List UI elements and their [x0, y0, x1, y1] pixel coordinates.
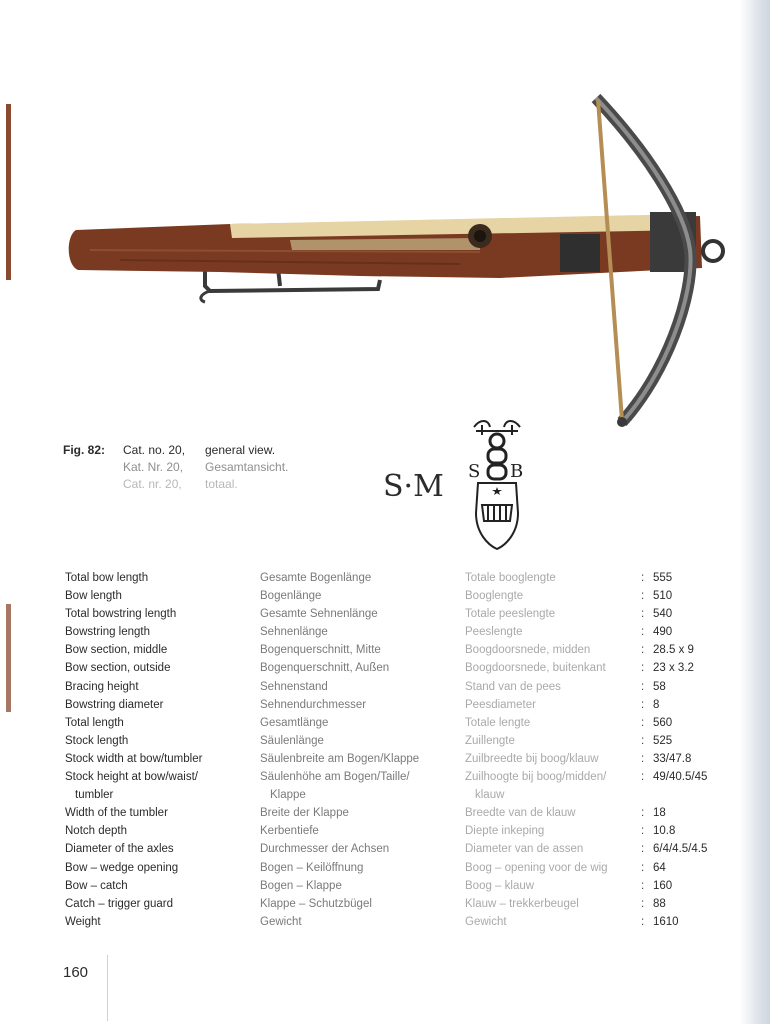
spec-value-text: 540: [653, 608, 673, 621]
spec-label-de-text: Säulenbreite am Bogen/Klappe: [260, 752, 420, 765]
spec-row: [65, 822, 723, 840]
spec-value-text: 23 x 3.2: [653, 662, 694, 675]
spec-value: [653, 913, 723, 931]
spec-value: [653, 732, 723, 750]
spec-label-de-text: Gesamte Sehnenlänge: [260, 608, 378, 621]
spec-value: [653, 569, 723, 587]
spec-label-de-text: Kerbentiefe: [260, 825, 319, 838]
spec-label-en-text: Stock length: [65, 734, 129, 747]
spec-label-en-text: Bowstring diameter: [65, 698, 164, 711]
spec-label-de-text: Bogen – Klappe: [260, 879, 342, 892]
spec-label-en-text: Total length: [65, 716, 124, 729]
spec-value: [653, 678, 723, 696]
spec-value: [653, 714, 723, 732]
spec-label-de: [260, 732, 465, 750]
spec-label-de: [260, 714, 465, 732]
spec-label-en: [65, 877, 260, 895]
spec-label-en-text-continued: tumbler: [75, 789, 114, 802]
spec-label-nl-text: Zuilhoogte bij boog/midden/: [465, 771, 607, 784]
spec-separator: :: [641, 771, 645, 784]
spec-label-en-text: Catch – trigger guard: [65, 897, 174, 910]
page-divider: [107, 955, 108, 1021]
spec-label-nl: [465, 768, 641, 804]
spec-label-en-text: Notch depth: [65, 825, 128, 838]
spec-label-de: [260, 641, 465, 659]
spec-label-nl-text: Zuillengte: [465, 734, 515, 747]
spec-label-en-text: Total bowstring length: [65, 608, 177, 621]
spec-label-nl-text: Boog – klauw: [465, 879, 535, 892]
spec-row: [65, 641, 723, 659]
spec-label-nl-text: Totale peeslengte: [465, 608, 556, 621]
spec-label-nl: [465, 840, 641, 858]
spec-separator: :: [641, 680, 645, 693]
spec-label-en-text: Bow section, outside: [65, 662, 171, 675]
spec-value: [653, 750, 723, 768]
spec-label-en: [65, 659, 260, 677]
spec-value-text: 560: [653, 716, 673, 729]
spec-row: [65, 623, 723, 641]
spec-label-nl: [465, 750, 641, 768]
spec-label-de-text: Gewicht: [260, 915, 302, 928]
page-gutter-shade: [740, 0, 770, 1024]
spec-value: [653, 895, 723, 913]
spec-label-de: [260, 623, 465, 641]
spec-value-text: 33/47.8: [653, 752, 692, 765]
armorial-seal-mark: [462, 417, 532, 557]
spec-label-nl: [465, 804, 641, 822]
spec-label-nl-text: Zuilbreedte bij boog/klauw: [465, 752, 599, 765]
spec-label-en-text: Stock height at bow/waist/: [65, 771, 198, 784]
spec-label-en-text: Bowstring length: [65, 626, 151, 639]
spec-label-nl: [465, 895, 641, 913]
spec-label-de-text: Breite der Klappe: [260, 807, 349, 820]
spec-label-nl: [465, 641, 641, 659]
spec-label-nl-text: Booglengte: [465, 590, 524, 603]
spec-label-en: [65, 569, 260, 587]
spec-label-nl: [465, 587, 641, 605]
spec-label-nl-text: Peeslengte: [465, 626, 523, 639]
spec-value-text: 525: [653, 734, 673, 747]
spec-label-de-text: Gesamte Bogenlänge: [260, 572, 372, 584]
caption-desc-en: general view.: [205, 443, 276, 457]
spec-label-de: [260, 859, 465, 877]
spec-label-nl: [465, 714, 641, 732]
spec-label-nl: [465, 569, 641, 587]
spec-separator: :: [641, 734, 645, 747]
spec-row: [65, 732, 723, 750]
spec-label-en: [65, 641, 260, 659]
spec-label-de: [260, 822, 465, 840]
maker-mark-sm: [383, 464, 463, 504]
spec-separator: :: [641, 861, 645, 874]
spec-label-en: [65, 714, 260, 732]
edge-mark: [6, 604, 11, 712]
figure-caption: [63, 442, 325, 493]
spec-label-de: [260, 587, 465, 605]
spec-separator: :: [641, 915, 645, 928]
spec-row: [65, 913, 723, 931]
spec-separator: :: [641, 572, 645, 584]
catalog-number-nl: Cat. nr. 20,: [123, 477, 182, 491]
spec-label-nl: [465, 696, 641, 714]
spec-label-nl: [465, 822, 641, 840]
spec-label-de-text: Bogen – Keilöffnung: [260, 861, 364, 874]
spec-separator: :: [641, 807, 645, 820]
spec-label-nl-text: Diameter van de assen: [465, 843, 584, 856]
spec-value: [653, 804, 723, 822]
spec-value-text: 58: [653, 680, 666, 693]
seal-letter-right: B: [510, 461, 524, 482]
spec-label-nl: [465, 877, 641, 895]
spec-label-nl-text: Boog – opening voor de wig: [465, 861, 608, 874]
page-number: 160: [63, 964, 89, 981]
spec-label-nl-text: Gewicht: [465, 915, 507, 928]
caption-desc-de: Gesamtansicht.: [205, 460, 289, 474]
spec-label-nl-text: Totale booglengte: [465, 572, 556, 584]
spec-value-text: 1610: [653, 915, 679, 928]
spec-label-en: [65, 804, 260, 822]
spec-label-de: [260, 605, 465, 623]
spec-value-text: 6/4/4.5/4.5: [653, 843, 708, 856]
spec-label-nl-text: Boogdoorsnede, midden: [465, 644, 591, 657]
spec-label-en: [65, 732, 260, 750]
spec-separator: :: [641, 843, 645, 856]
spec-separator: :: [641, 716, 645, 729]
spec-label-nl: [465, 859, 641, 877]
seal-letter-left: S: [468, 461, 481, 482]
catalog-number-en: Cat. no. 20,: [123, 443, 186, 457]
spec-value-text: 88: [653, 897, 666, 910]
spec-label-en: [65, 859, 260, 877]
spec-label-nl: [465, 913, 641, 931]
spec-label-en: [65, 750, 260, 768]
spec-label-de: [260, 750, 465, 768]
spec-label-nl: [465, 605, 641, 623]
spec-label-nl: [465, 623, 641, 641]
spec-label-nl-text: Stand van de pees: [465, 680, 561, 693]
spec-label-en-text: Bow – wedge opening: [65, 861, 179, 874]
spec-label-en-text: Bracing height: [65, 680, 139, 693]
edge-mark: [6, 104, 11, 280]
spec-separator: :: [641, 698, 645, 711]
spec-label-nl-text: Totale lengte: [465, 716, 531, 729]
spec-label-de-text: Säulenhöhe am Bogen/Taille/: [260, 771, 410, 784]
spec-separator: :: [641, 662, 645, 675]
spec-label-nl-text-continued: klauw: [475, 789, 505, 802]
spec-value: [653, 768, 723, 804]
spec-label-de: [260, 913, 465, 931]
spec-label-de-text: Sehnendurchmesser: [260, 698, 367, 711]
spec-label-en-text: Total bow length: [65, 572, 149, 584]
spec-label-en-text: Width of the tumbler: [65, 807, 168, 820]
spec-row: [65, 750, 723, 768]
spec-label-en: [65, 605, 260, 623]
spec-label-en: [65, 840, 260, 858]
spec-value-text: 490: [653, 626, 673, 639]
spec-row: [65, 605, 723, 623]
spec-label-en-text: Bow section, middle: [65, 644, 168, 657]
spec-separator: :: [641, 626, 645, 639]
spec-label-en-text: Bow – catch: [65, 879, 128, 892]
spec-separator: :: [641, 897, 645, 910]
spec-value-text: 49/40.5/45: [653, 771, 708, 784]
spec-value: [653, 623, 723, 641]
spec-value: [653, 877, 723, 895]
spec-value-text: 510: [653, 590, 673, 603]
spec-value-text: 160: [653, 879, 673, 892]
spec-label-nl-text: Klauw – trekkerbeugel: [465, 897, 579, 910]
spec-row: [65, 659, 723, 677]
spec-label-de-text: Bogenquerschnitt, Außen: [260, 662, 390, 675]
spec-separator: :: [641, 752, 645, 765]
spec-label-de-text-continued: Klappe: [270, 789, 306, 802]
spec-separator: :: [641, 608, 645, 621]
spec-row: [65, 840, 723, 858]
spec-label-nl-text: Breedte van de klauw: [465, 807, 576, 820]
spec-value: [653, 659, 723, 677]
spec-label-nl: [465, 678, 641, 696]
spec-value-text: 18: [653, 807, 666, 820]
spec-label-de-text: Gesamtlänge: [260, 716, 329, 729]
spec-label-de: [260, 840, 465, 858]
spec-label-nl-text: Boogdoorsnede, buitenkant: [465, 662, 606, 675]
spec-label-de: [260, 569, 465, 587]
maker-mark-initials: S·M: [383, 469, 444, 504]
caption-desc-nl: totaal.: [205, 477, 238, 491]
spec-separator: :: [641, 879, 645, 892]
spec-label-de: [260, 804, 465, 822]
spec-label-en: [65, 696, 260, 714]
spec-value-text: 64: [653, 861, 666, 874]
spec-label-de-text: Klappe – Schutzbügel: [260, 897, 372, 910]
spec-row: [65, 859, 723, 877]
spec-label-nl: [465, 732, 641, 750]
spec-label-en-text: Diameter of the axles: [65, 843, 174, 856]
spec-label-en-text: Bow length: [65, 590, 122, 603]
spec-row: [65, 895, 723, 913]
spec-label-en: [65, 678, 260, 696]
spec-value: [653, 605, 723, 623]
spec-separator: :: [641, 590, 645, 603]
spec-value: [653, 859, 723, 877]
crossbow-photo: [60, 90, 740, 430]
spec-label-nl: [465, 659, 641, 677]
spec-row: [65, 587, 723, 605]
spec-label-en-text: Weight: [65, 915, 101, 928]
spec-label-de: [260, 659, 465, 677]
spec-row: [65, 569, 723, 587]
spec-value-text: 8: [653, 698, 660, 711]
spec-label-de-text: Bogenlänge: [260, 590, 322, 603]
spec-label-de: [260, 877, 465, 895]
spec-label-en: [65, 768, 260, 804]
spec-label-en: [65, 623, 260, 641]
spec-label-en-text: Stock width at bow/tumbler: [65, 752, 203, 765]
spec-row: [65, 804, 723, 822]
figure-label: Fig. 82:: [63, 443, 106, 457]
spec-row: [65, 678, 723, 696]
spec-row: [65, 768, 723, 804]
spec-label-nl-text: Diepte inkeping: [465, 825, 545, 838]
spec-value: [653, 822, 723, 840]
page-edge: [0, 0, 14, 1024]
spec-label-en: [65, 913, 260, 931]
catalog-number-de: Kat. Nr. 20,: [123, 460, 184, 474]
spec-row: [65, 696, 723, 714]
spec-value: [653, 696, 723, 714]
spec-label-de: [260, 768, 465, 804]
spec-separator: :: [641, 644, 645, 657]
spec-label-en: [65, 895, 260, 913]
spec-value: [653, 641, 723, 659]
spec-label-de-text: Bogenquerschnitt, Mitte: [260, 644, 381, 657]
spec-label-de-text: Sehnenlänge: [260, 626, 328, 639]
spec-value-text: 555: [653, 572, 673, 584]
spec-label-de: [260, 678, 465, 696]
spec-label-en: [65, 822, 260, 840]
spec-label-de: [260, 895, 465, 913]
specification-table: [65, 569, 723, 931]
spec-label-en: [65, 587, 260, 605]
spec-row: [65, 714, 723, 732]
spec-label-nl-text: Peesdiameter: [465, 698, 536, 711]
spec-value-text: 28.5 x 9: [653, 644, 694, 657]
spec-value: [653, 840, 723, 858]
spec-label-de-text: Sehnenstand: [260, 680, 328, 693]
spec-label-de-text: Säulenlänge: [260, 734, 324, 747]
spec-row: [65, 877, 723, 895]
spec-value: [653, 587, 723, 605]
spec-label-de: [260, 696, 465, 714]
spec-value-text: 10.8: [653, 825, 676, 838]
spec-label-de-text: Durchmesser der Achsen: [260, 843, 390, 856]
spec-separator: :: [641, 825, 645, 838]
